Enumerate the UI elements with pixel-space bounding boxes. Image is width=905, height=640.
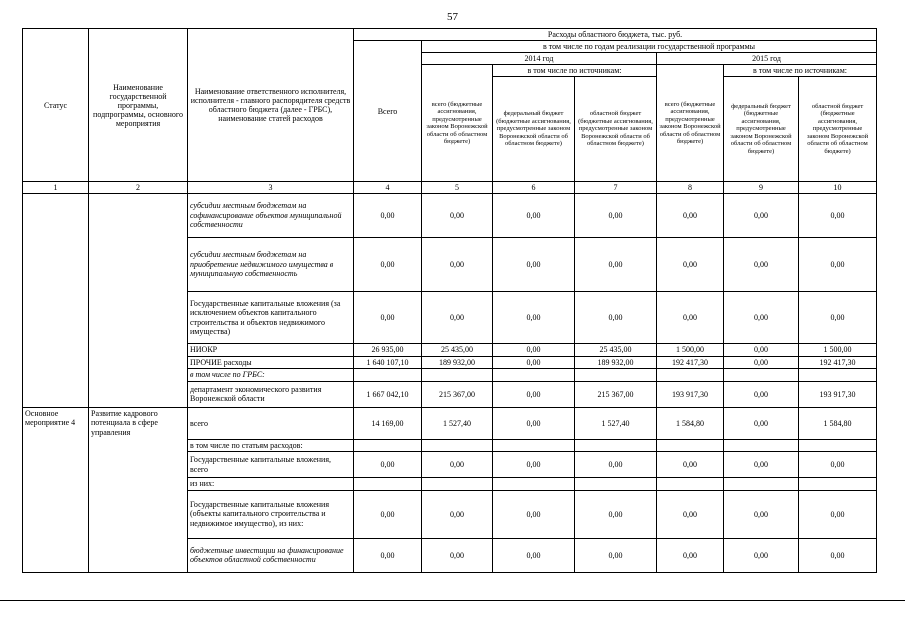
expense-description: НИОКР xyxy=(188,344,354,357)
expense-description: всего xyxy=(188,407,354,439)
value-2015-regional xyxy=(799,439,877,452)
value-2014-total xyxy=(422,478,493,491)
value-2014-total: 0,00 xyxy=(422,194,493,238)
value-2015-federal: 0,00 xyxy=(724,194,799,238)
value-2014-total: 0,00 xyxy=(422,538,493,572)
value-2015-federal: 0,00 xyxy=(724,238,799,292)
table-row xyxy=(23,407,877,439)
value-2015-federal: 0,00 xyxy=(724,490,799,538)
value-2015-total: 0,00 xyxy=(657,452,724,478)
value-total: 0,00 xyxy=(354,292,422,344)
program-cell: Развитие кадрового потенциала в сфере управления xyxy=(89,407,188,572)
value-2015-total: 192 417,30 xyxy=(657,356,724,369)
header-2014-by-sources: в том числе по источникам: xyxy=(493,65,657,77)
value-2014-federal: 0,00 xyxy=(493,238,575,292)
expense-description: Государственные капитальные вложения, всего xyxy=(188,452,354,478)
value-2014-total: 0,00 xyxy=(422,292,493,344)
value-2015-total xyxy=(657,478,724,491)
value-2014-regional: 0,00 xyxy=(575,538,657,572)
program-cell xyxy=(89,194,188,408)
value-2014-total: 1 527,40 xyxy=(422,407,493,439)
value-total: 26 935,00 xyxy=(354,344,422,357)
header-executor: Наименование ответственного исполнителя, исполнителя - главного распорядителя средств областного бюджета (далее - ГРБС), наименование статей расходов xyxy=(188,29,354,182)
value-2015-regional: 0,00 xyxy=(799,490,877,538)
status-cell: Основное мероприятие 4 xyxy=(23,407,89,572)
value-2015-total: 1 500,00 xyxy=(657,344,724,357)
value-2015-federal xyxy=(724,369,799,382)
value-total xyxy=(354,369,422,382)
value-2015-total xyxy=(657,439,724,452)
value-total: 1 667 042,10 xyxy=(354,381,422,407)
value-2014-regional: 25 435,00 xyxy=(575,344,657,357)
value-2015-federal xyxy=(724,439,799,452)
value-2015-regional: 0,00 xyxy=(799,292,877,344)
value-2014-regional xyxy=(575,478,657,491)
column-number: 5 xyxy=(422,182,493,194)
header-year-2015: 2015 год xyxy=(657,53,877,65)
value-2014-federal: 0,00 xyxy=(493,356,575,369)
value-total: 14 169,00 xyxy=(354,407,422,439)
value-total: 0,00 xyxy=(354,238,422,292)
value-2014-total: 215 367,00 xyxy=(422,381,493,407)
value-2015-regional: 1 500,00 xyxy=(799,344,877,357)
expense-description: из них: xyxy=(188,478,354,491)
header-2014-federal: федеральный бюджет (бюджетные ассигнования, предусмотренные законом Воронежской области об областном бюджете) xyxy=(493,77,575,182)
status-cell xyxy=(23,194,89,408)
column-number: 7 xyxy=(575,182,657,194)
value-2014-federal: 0,00 xyxy=(493,194,575,238)
value-2014-total: 0,00 xyxy=(422,238,493,292)
budget-table xyxy=(22,28,877,573)
column-number: 1 xyxy=(23,182,89,194)
value-2015-federal: 0,00 xyxy=(724,356,799,369)
value-2014-federal: 0,00 xyxy=(493,407,575,439)
value-total: 1 640 107,10 xyxy=(354,356,422,369)
page-number: 57 xyxy=(447,11,458,23)
expense-description: в том числе по ГРБС: xyxy=(188,369,354,382)
header-2014-total-assign: всего (бюджетные ассигнования, предусмотренные законом Воронежской области об областном бюджете) xyxy=(422,65,493,182)
value-2014-regional xyxy=(575,369,657,382)
value-2014-regional: 0,00 xyxy=(575,452,657,478)
value-2015-federal: 0,00 xyxy=(724,292,799,344)
header-2015-by-sources: в том числе по источникам: xyxy=(724,65,877,77)
column-number: 8 xyxy=(657,182,724,194)
value-2014-federal xyxy=(493,439,575,452)
value-2014-federal: 0,00 xyxy=(493,381,575,407)
expense-description: субсидии местным бюджетам на софинансирование объектов муниципальной собственности xyxy=(188,194,354,238)
value-2014-total: 189 932,00 xyxy=(422,356,493,369)
value-2015-regional: 0,00 xyxy=(799,538,877,572)
value-2015-regional xyxy=(799,478,877,491)
value-2014-federal: 0,00 xyxy=(493,344,575,357)
value-2015-regional: 0,00 xyxy=(799,452,877,478)
value-2014-regional: 189 932,00 xyxy=(575,356,657,369)
value-total: 0,00 xyxy=(354,538,422,572)
value-2014-total xyxy=(422,439,493,452)
value-2015-federal: 0,00 xyxy=(724,381,799,407)
value-2014-total: 0,00 xyxy=(422,452,493,478)
value-2015-federal: 0,00 xyxy=(724,452,799,478)
expense-description: Государственные капитальные вложения (объекты капитального строительства и недвижимое имущество), из них: xyxy=(188,490,354,538)
expense-description: ПРОЧИЕ расходы xyxy=(188,356,354,369)
header-program-name: Наименование государственной программы, подпрограммы, основного мероприятия xyxy=(89,29,188,182)
header-2015-total-assign: всего (бюджетные ассигнования, предусмотренные законом Воронежской области об областном бюджете) xyxy=(657,65,724,182)
header-year-2014: 2014 год xyxy=(422,53,657,65)
value-2014-regional xyxy=(575,439,657,452)
expense-description: в том числе по статьям расходов: xyxy=(188,439,354,452)
value-total: 0,00 xyxy=(354,194,422,238)
value-total xyxy=(354,478,422,491)
value-2014-regional: 0,00 xyxy=(575,292,657,344)
value-2014-regional: 215 367,00 xyxy=(575,381,657,407)
column-numbers-row xyxy=(23,182,877,194)
value-total: 0,00 xyxy=(354,452,422,478)
header-total: Всего xyxy=(354,41,422,182)
header-expenses: Расходы областного бюджета, тыс. руб. xyxy=(354,29,877,41)
value-2015-total: 0,00 xyxy=(657,194,724,238)
header-2015-federal: федеральный бюджет (бюджетные ассигнования, предусмотренные законом Воронежской области об областном бюджете) xyxy=(724,77,799,182)
value-2014-regional: 0,00 xyxy=(575,238,657,292)
header-status: Статус xyxy=(23,29,89,182)
expense-description: Государственные капитальные вложения (за исключением объектов капитального строительства и объектов недвижимого имущества) xyxy=(188,292,354,344)
value-2014-federal: 0,00 xyxy=(493,490,575,538)
value-2015-total: 0,00 xyxy=(657,538,724,572)
header-2015-regional: областной бюджет (бюджетные ассигнования, предусмотренные законом Воронежской области об областном бюджете) xyxy=(799,77,877,182)
expense-description: бюджетные инвестиции на финансирование объектов областной собственности xyxy=(188,538,354,572)
value-2014-federal: 0,00 xyxy=(493,538,575,572)
value-2014-total: 0,00 xyxy=(422,490,493,538)
value-2015-regional: 193 917,30 xyxy=(799,381,877,407)
value-2014-federal: 0,00 xyxy=(493,452,575,478)
column-number: 3 xyxy=(188,182,354,194)
value-2014-federal xyxy=(493,369,575,382)
page-bottom-rule xyxy=(0,600,905,601)
value-2015-regional: 192 417,30 xyxy=(799,356,877,369)
column-number: 2 xyxy=(89,182,188,194)
value-2015-total: 193 917,30 xyxy=(657,381,724,407)
table-row xyxy=(23,194,877,238)
value-2014-regional: 0,00 xyxy=(575,490,657,538)
value-2015-regional: 1 584,80 xyxy=(799,407,877,439)
value-2014-federal xyxy=(493,478,575,491)
value-2015-total: 0,00 xyxy=(657,238,724,292)
value-2014-regional: 1 527,40 xyxy=(575,407,657,439)
value-2015-total xyxy=(657,369,724,382)
value-total xyxy=(354,439,422,452)
column-number: 4 xyxy=(354,182,422,194)
expense-description: департамент экономического развития Воронежской области xyxy=(188,381,354,407)
value-2015-regional: 0,00 xyxy=(799,194,877,238)
value-2015-total: 0,00 xyxy=(657,292,724,344)
value-2014-total xyxy=(422,369,493,382)
column-number: 10 xyxy=(799,182,877,194)
header-2014-regional: областной бюджет (бюджетные ассигнования, предусмотренные законом Воронежской области об областном бюджете) xyxy=(575,77,657,182)
value-2014-total: 25 435,00 xyxy=(422,344,493,357)
header-by-years: в том числе по годам реализации государственной программы xyxy=(422,41,877,53)
value-total: 0,00 xyxy=(354,490,422,538)
value-2014-federal: 0,00 xyxy=(493,292,575,344)
column-number: 9 xyxy=(724,182,799,194)
value-2015-federal: 0,00 xyxy=(724,344,799,357)
value-2015-regional xyxy=(799,369,877,382)
value-2015-regional: 0,00 xyxy=(799,238,877,292)
value-2015-total: 0,00 xyxy=(657,490,724,538)
value-2014-regional: 0,00 xyxy=(575,194,657,238)
column-number: 6 xyxy=(493,182,575,194)
value-2015-federal: 0,00 xyxy=(724,407,799,439)
value-2015-federal xyxy=(724,478,799,491)
value-2015-federal: 0,00 xyxy=(724,538,799,572)
value-2015-total: 1 584,80 xyxy=(657,407,724,439)
expense-description: субсидии местным бюджетам на приобретение недвижимого имущества в муниципальную собственность xyxy=(188,238,354,292)
